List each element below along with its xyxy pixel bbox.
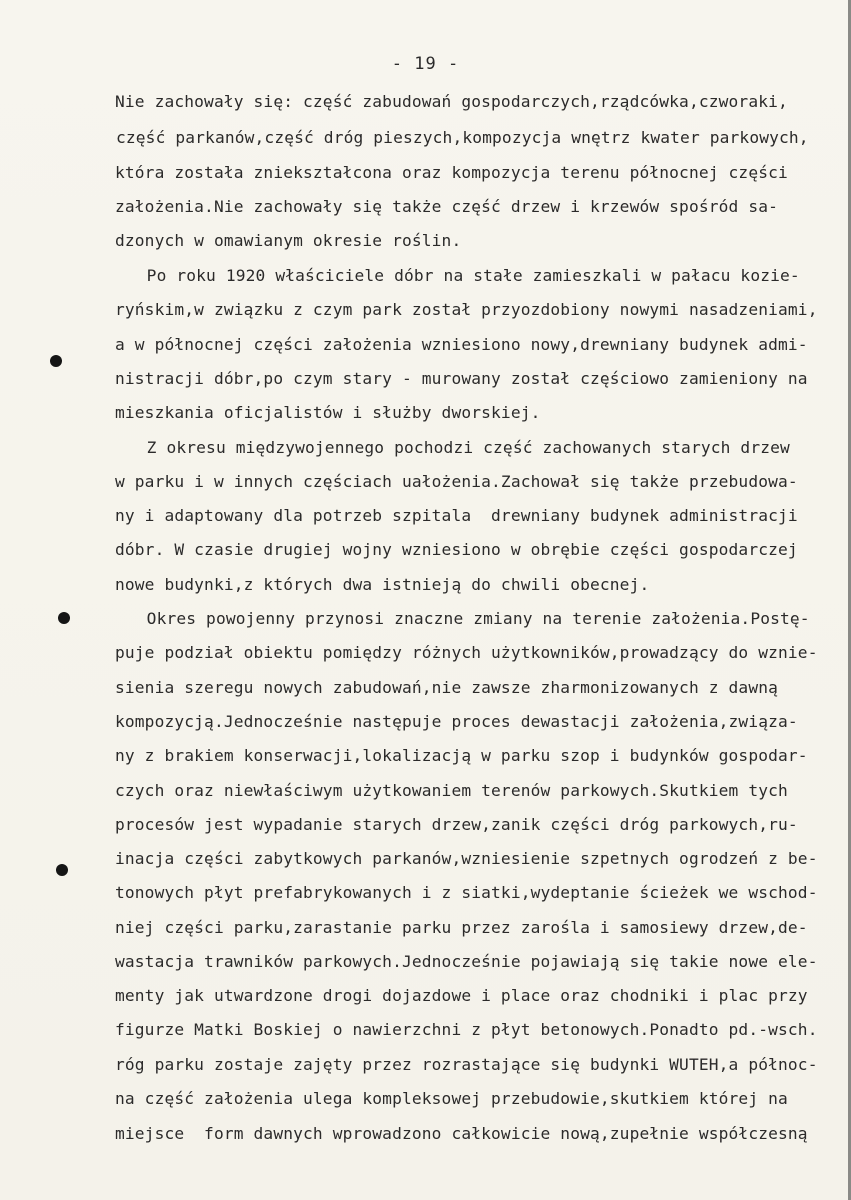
text-line: niej części parku,zarastanie parku przez zarośla i samosiewy drzew,de-	[115, 918, 808, 937]
text-line: ryńskim,w związku z czym park został przyozdobiony nowymi nasadzeniami,	[115, 300, 818, 319]
punch-hole	[56, 864, 68, 876]
text-line: która została zniekształcona oraz kompozycja terenu północnej części	[115, 163, 788, 182]
text-line: kompozycją.Jednocześnie następuje proces dewastacji założenia,związa-	[115, 712, 798, 731]
text-line: nowe budynki,z których dwa istnieją do chwili obecnej.	[115, 575, 650, 594]
text-line: procesów jest wypadanie starych drzew,zanik części dróg parkowych,ru-	[115, 815, 798, 834]
text-line: część parkanów,część dróg pieszych,kompozycja wnętrz kwater parkowych,	[116, 128, 809, 147]
text-line: na część założenia ulega kompleksowej przebudowie,skutkiem której na	[115, 1089, 788, 1108]
text-line: figurze Matki Boskiej o nawierzchni z płyt betonowych.Ponadto pd.-wsch.	[115, 1020, 818, 1039]
text-line: inacja części zabytkowych parkanów,wzniesienie szpetnych ogrodzeń z be-	[115, 849, 818, 868]
text-line: sienia szeregu nowych zabudowań,nie zawsze zharmonizowanych z dawną	[115, 678, 779, 697]
text-line: Po roku 1920 właściciele dóbr na stałe zamieszkali w pałacu kozie-	[117, 266, 800, 285]
text-line: a w północnej części założenia wzniesiono nowy,drewniany budynek admi-	[115, 335, 808, 354]
text-line: Okres powojenny przynosi znaczne zmiany na terenie założenia.Postę-	[117, 609, 810, 628]
text-line: tonowych płyt prefabrykowanych i z siatki,wydeptanie ścieżek we wschod-	[115, 883, 818, 902]
punch-hole	[58, 612, 70, 624]
text-line: Z okresu międzywojennego pochodzi część zachowanych starych drzew	[117, 438, 790, 457]
text-line: dóbr. W czasie drugiej wojny wzniesiono w obrębie części gospodarczej	[115, 540, 798, 559]
text-line: czych oraz niewłaściwym użytkowaniem terenów parkowych.Skutkiem tych	[115, 781, 788, 800]
text-line: wastacja trawników parkowych.Jednocześnie pojawiają się takie nowe ele-	[115, 952, 818, 971]
text-line: puje podział obiektu pomiędzy różnych użytkowników,prowadzący do wznie-	[115, 643, 818, 662]
text-line: nistracji dóbr,po czym stary - murowany został częściowo zamieniony na	[115, 369, 808, 388]
text-line: założenia.Nie zachowały się także część drzew i krzewów spośród sa-	[115, 197, 779, 216]
text-line: róg parku zostaje zajęty przez rozrastające się budynki WUTEH,a północ-	[115, 1055, 818, 1074]
text-line: ny z brakiem konserwacji,lokalizacją w parku szop i budynków gospodar-	[115, 746, 808, 765]
text-line: ny i adaptowany dla potrzeb szpitala drewniany budynek administracji	[115, 506, 798, 525]
text-line: Nie zachowały się: część zabudowań gospodarczych,rządcówka,czworaki,	[115, 92, 788, 111]
page-number: - 19 -	[391, 54, 460, 74]
text-line: mieszkania oficjalistów i służby dworskiej.	[115, 403, 541, 422]
text-line: w parku i w innych częściach uałożenia.Zachował się także przebudowa-	[115, 472, 798, 491]
text-line: miejsce form dawnych wprowadzono całkowicie nową,zupełnie współczesną	[115, 1124, 808, 1143]
punch-hole	[50, 355, 62, 367]
text-line: menty jak utwardzone drogi dojazdowe i place oraz chodniki i plac przy	[115, 986, 808, 1005]
text-line: dzonych w omawianym okresie roślin.	[115, 231, 462, 250]
